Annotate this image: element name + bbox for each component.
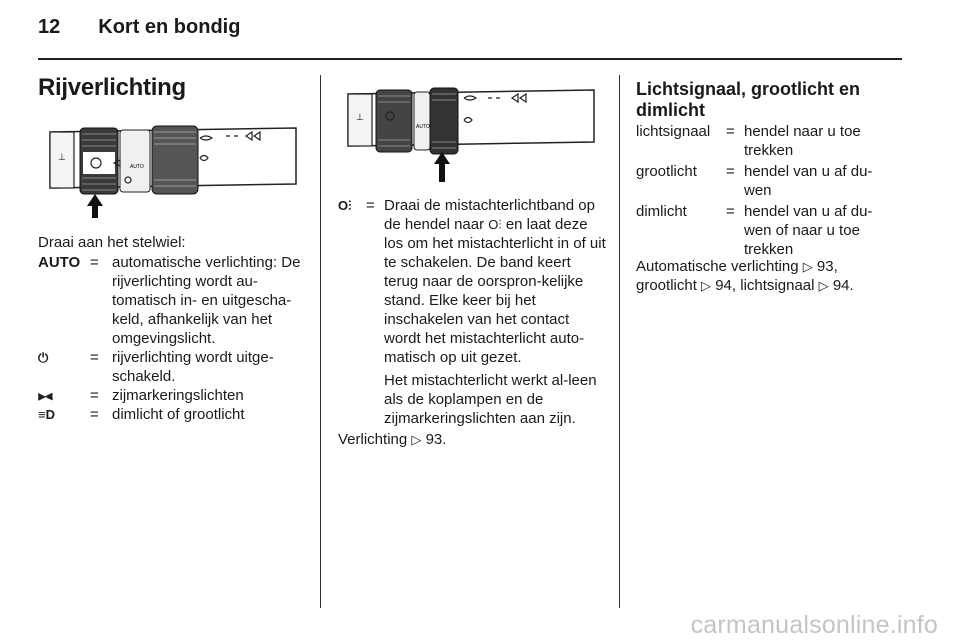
definition-row: ⏻ = rijverlichting wordt uitge-schakeld. (38, 348, 308, 386)
section-title-lichtsignaal: Lichtsignaal, grootlicht en dimlicht (636, 79, 861, 120)
definition-row: lichtsignaal = hendel naar u toe trekken (636, 122, 898, 160)
watermark: carmanualsonline.info (690, 611, 938, 639)
references-col3: Automatische verlichting ▷ 93, grootlicht ▷ 94, lichtsignaal ▷ 94. (636, 258, 854, 294)
power-icon: ⏻ (38, 350, 49, 365)
definitions-list-col2 (338, 196, 606, 428)
side-marker-lights-icon: ⫸⫷ (38, 388, 53, 403)
definition-row: dimlicht = hendel van u af du-wen of naar u toe trekken (636, 202, 898, 259)
svg-text:⊥: ⊥ (58, 152, 66, 162)
definition-text: Draai de mistachterlichtband op de hendel naar O⫶ en laat deze los om het mistachterlicht in of uit te schakelen. De band keert terug naar de oorspron-kelijke stand. Elke keer bij het inschakelen van het contact wordt het mistachterlicht auto-matisch op uit gezet. Het mistachterlicht werkt al-leen als de koplampen en de zijmarkeringslichten aan zijn. (384, 197, 606, 427)
low-beam-icon: ≡D (38, 407, 55, 422)
page-number: 12 (38, 16, 61, 38)
definition-row: O⫶ = Draai de mistachterlichtband op de hendel naar O⫶ en laat deze los om het mistachterlicht in of uit te schakelen. De band keert terug naar de oorspron-kelijke stand. Elke keer bij het inschakelen van het contact wordt het mistachterlicht auto-matisch op uit gezet. Het mistachterlicht werkt al-leen als de koplampen en de zijmarkeringslichten aan zijn. (338, 197, 606, 427)
light-switch-illustration (40, 118, 298, 222)
definition-text: zijmarkeringslichten (112, 387, 244, 404)
definition-text: automatische verlichting: De rijverlichting wordt au-tomatisch in- en uitgescha-keld, afhankelijk van het omgevingslicht. (112, 254, 301, 347)
page-ref-arrow-icon: ▷ (701, 278, 712, 293)
fog-switch-illustration (342, 84, 596, 188)
term-auto: AUTO (38, 254, 81, 271)
definition-text: rijverlichting wordt uitge-schakeld. (112, 349, 274, 385)
fog-switch-figure (342, 84, 596, 188)
term-grootlicht: grootlicht (636, 163, 697, 180)
definition-text: hendel van u af du-wen (744, 163, 873, 199)
svg-text:⊥: ⊥ (356, 112, 364, 122)
intro-text: Draai aan het stelwiel: (38, 234, 186, 251)
column-divider (619, 75, 620, 608)
definition-row: AUTO = automatische verlichting: De rijverlichting wordt au-tomatisch in- en uitgescha-keld, afhankelijk van het omgevingslicht. (38, 253, 308, 348)
reference-verlichting: Verlichting ▷ 93. (338, 431, 447, 448)
definition-row: ⫸⫷ = zijmarkeringslichten (38, 386, 308, 405)
rear-fog-light-icon: O⫶ (488, 217, 502, 232)
section-title-rijverlichting: Rijverlichting (38, 74, 186, 101)
light-switch-figure (40, 118, 298, 222)
term-lichtsignaal: lichtsignaal (636, 123, 711, 140)
auto-label: AUTO (130, 164, 144, 170)
definition-text: dimlicht of grootlicht (112, 406, 245, 423)
page-ref-arrow-icon: ▷ (411, 432, 422, 447)
chapter-title: Kort en bondig (98, 16, 241, 38)
definition-row: ≡D = dimlicht of grootlicht (38, 405, 308, 424)
definitions-list-col3 (636, 122, 898, 259)
definition-text: hendel van u af du-wen of naar u toe trekken (744, 203, 873, 258)
page-ref-arrow-icon: ▷ (802, 259, 813, 274)
svg-text:AUTO: AUTO (416, 124, 430, 130)
definition-row: grootlicht = hendel van u af du-wen (636, 162, 898, 200)
column-divider (320, 75, 321, 608)
definition-text: hendel naar u toe trekken (744, 123, 861, 159)
term-dimlicht: dimlicht (636, 203, 687, 220)
header-rule (38, 58, 902, 60)
page-header (38, 16, 240, 39)
definitions-list-col1 (38, 253, 308, 424)
page-ref-arrow-icon: ▷ (818, 278, 829, 293)
rear-fog-light-icon: O⫶ (338, 198, 352, 213)
